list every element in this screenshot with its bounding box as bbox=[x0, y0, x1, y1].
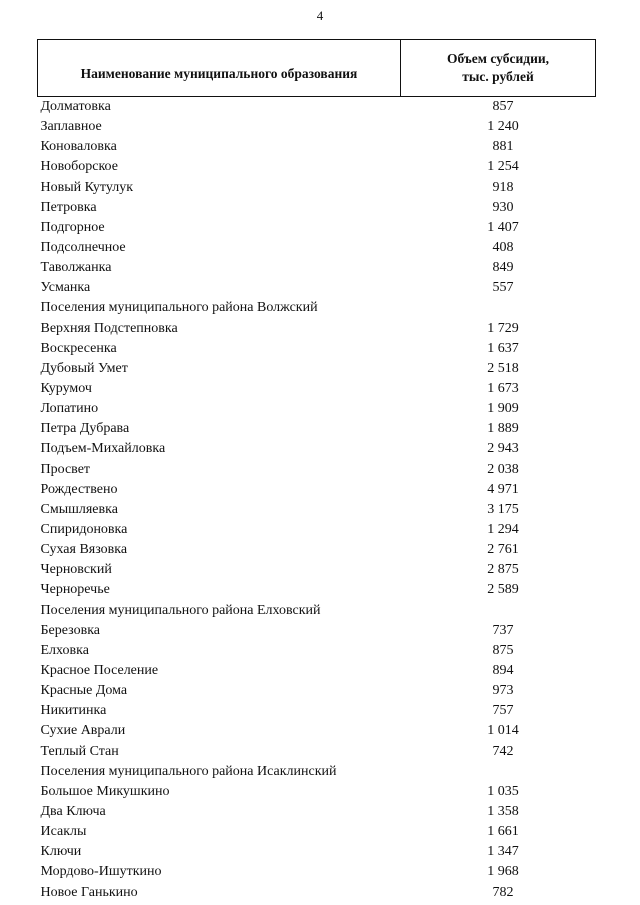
name-cell: Усманка bbox=[40, 280, 91, 296]
table-row bbox=[38, 580, 596, 600]
amount-cell: 1 729 bbox=[487, 320, 519, 336]
amount-cell: 1 035 bbox=[487, 783, 519, 799]
header-name: Наименование муниципального образования bbox=[38, 40, 401, 97]
name-cell: Березовка bbox=[40, 622, 100, 638]
table-row bbox=[38, 882, 596, 902]
name-cell: Просвет bbox=[40, 461, 91, 477]
name-cell: Черновский bbox=[40, 562, 112, 578]
amount-cell: 757 bbox=[492, 703, 514, 719]
amount-cell: 2 518 bbox=[487, 360, 519, 376]
amount-cell bbox=[401, 298, 596, 318]
table-body bbox=[38, 97, 596, 903]
amount-cell: 557 bbox=[492, 280, 514, 296]
name-cell: Сухая Вязовка bbox=[40, 542, 128, 558]
name-cell: Никитинка bbox=[40, 703, 107, 719]
table-row bbox=[38, 842, 596, 862]
group-row bbox=[38, 298, 596, 318]
amount-cell: 1 637 bbox=[487, 340, 519, 356]
amount-cell: 1 673 bbox=[487, 381, 519, 397]
group-name-cell: Поселения муниципального района Елховский bbox=[40, 602, 321, 618]
amount-cell: 875 bbox=[492, 642, 514, 658]
table-row bbox=[38, 701, 596, 721]
table-row bbox=[38, 278, 596, 298]
amount-cell: 857 bbox=[492, 99, 514, 115]
table-row bbox=[38, 802, 596, 822]
name-cell: Сухие Аврали bbox=[40, 723, 126, 739]
amount-cell: 2 943 bbox=[487, 441, 519, 457]
amount-cell: 4 971 bbox=[487, 481, 519, 497]
name-cell: Петра Дубрава bbox=[40, 421, 130, 437]
table-row bbox=[38, 339, 596, 359]
name-cell: Ключи bbox=[40, 844, 82, 860]
subsidy-table bbox=[37, 39, 596, 903]
amount-cell: 3 175 bbox=[487, 501, 519, 517]
table-row bbox=[38, 822, 596, 842]
name-cell: Новое Ганькино bbox=[40, 884, 138, 900]
name-cell: Два Ключа bbox=[40, 803, 106, 819]
table-row bbox=[38, 137, 596, 157]
amount-cell: 918 bbox=[492, 179, 514, 195]
amount-cell: 1 968 bbox=[487, 864, 519, 880]
amount-cell: 1 014 bbox=[487, 723, 519, 739]
amount-cell bbox=[401, 762, 596, 782]
header-amount bbox=[401, 40, 596, 97]
table-row bbox=[38, 419, 596, 439]
name-cell: Красные Дома bbox=[40, 683, 128, 699]
name-cell: Коноваловка bbox=[40, 139, 117, 155]
table-row bbox=[38, 198, 596, 218]
amount-cell: 1 889 bbox=[487, 421, 519, 437]
table-row bbox=[38, 540, 596, 560]
table-row bbox=[38, 520, 596, 540]
table-row bbox=[38, 500, 596, 520]
name-cell: Лопатино bbox=[40, 401, 99, 417]
table-row bbox=[38, 238, 596, 258]
amount-cell: 2 589 bbox=[487, 582, 519, 598]
table-row bbox=[38, 379, 596, 399]
amount-cell: 2 875 bbox=[487, 562, 519, 578]
name-cell: Воскресенка bbox=[40, 340, 117, 356]
table-header bbox=[38, 40, 596, 97]
table-row bbox=[38, 782, 596, 802]
amount-cell: 1 358 bbox=[487, 803, 519, 819]
name-cell: Спиридоновка bbox=[40, 522, 128, 538]
page-number: 4 bbox=[316, 8, 324, 23]
group-row bbox=[38, 601, 596, 621]
name-cell: Заплавное bbox=[40, 119, 102, 135]
amount-cell: 1 347 bbox=[487, 844, 519, 860]
name-cell: Елховка bbox=[40, 642, 89, 658]
name-cell: Долматовка bbox=[40, 99, 111, 115]
table-row bbox=[38, 399, 596, 419]
amount-cell: 408 bbox=[492, 240, 514, 256]
name-cell: Черноречье bbox=[40, 582, 110, 598]
amount-cell: 1 294 bbox=[487, 522, 519, 538]
amount-cell: 1 909 bbox=[487, 401, 519, 417]
name-cell: Мордово-Ишуткино bbox=[40, 864, 162, 880]
name-cell: Красное Поселение bbox=[40, 663, 159, 678]
name-cell: Подъем-Михайловка bbox=[40, 441, 166, 457]
amount-cell: 881 bbox=[492, 139, 514, 155]
table-row bbox=[38, 641, 596, 661]
amount-cell: 2 761 bbox=[487, 542, 519, 558]
amount-cell: 849 bbox=[492, 260, 514, 276]
name-cell: Исаклы bbox=[40, 824, 87, 840]
table-row bbox=[38, 117, 596, 137]
table-row bbox=[38, 721, 596, 741]
amount-cell: 2 038 bbox=[487, 461, 519, 477]
table-row bbox=[38, 480, 596, 500]
amount-cell: 782 bbox=[492, 884, 514, 900]
name-cell: Смышляевка bbox=[40, 501, 118, 517]
table-row bbox=[38, 862, 596, 882]
name-cell: Рождествено bbox=[40, 481, 118, 497]
group-name-cell: Поселения муниципального района Волжский bbox=[40, 300, 318, 316]
amount-cell: 930 bbox=[492, 199, 514, 215]
amount-cell: 1 661 bbox=[487, 824, 519, 840]
name-cell: Большое Микушкино bbox=[40, 783, 170, 799]
group-name-cell: Поселения муниципального района Исаклинский bbox=[40, 763, 337, 779]
name-cell: Теплый Стан bbox=[40, 743, 119, 759]
table-row bbox=[38, 621, 596, 641]
name-cell: Верхняя Подстепновка bbox=[40, 320, 178, 336]
header-amount-line1: Объем субсидии, bbox=[446, 51, 549, 66]
group-row bbox=[38, 762, 596, 782]
name-cell: Таволжанка bbox=[40, 260, 112, 276]
table-row bbox=[38, 218, 596, 238]
table-row bbox=[38, 258, 596, 278]
table-row bbox=[38, 460, 596, 480]
amount-cell: 742 bbox=[492, 743, 514, 759]
table-row bbox=[38, 157, 596, 177]
table-row bbox=[38, 359, 596, 379]
name-cell: Новый Кутулук bbox=[40, 179, 134, 195]
name-cell: Подсолнечное bbox=[40, 240, 126, 256]
table-row bbox=[38, 97, 596, 118]
amount-cell: 973 bbox=[492, 683, 514, 699]
table-row bbox=[38, 560, 596, 580]
amount-cell bbox=[401, 601, 596, 621]
table-row bbox=[38, 319, 596, 339]
amount-cell: 1 240 bbox=[487, 119, 519, 135]
name-cell: Подгорное bbox=[40, 219, 105, 235]
amount-cell: 894 bbox=[492, 663, 514, 678]
table-row bbox=[38, 681, 596, 701]
name-cell: Курумоч bbox=[40, 381, 92, 397]
header-amount-line2: тыс. рублей bbox=[462, 69, 534, 84]
table-row bbox=[38, 661, 596, 681]
name-cell: Новоборское bbox=[40, 159, 118, 175]
table-row bbox=[38, 439, 596, 459]
name-cell: Дубовый Умет bbox=[40, 360, 128, 376]
table-row bbox=[38, 178, 596, 198]
amount-cell: 1 254 bbox=[487, 159, 519, 175]
amount-cell: 737 bbox=[492, 622, 514, 638]
table-row bbox=[38, 742, 596, 762]
name-cell: Петровка bbox=[40, 199, 97, 215]
amount-cell: 1 407 bbox=[487, 219, 519, 235]
